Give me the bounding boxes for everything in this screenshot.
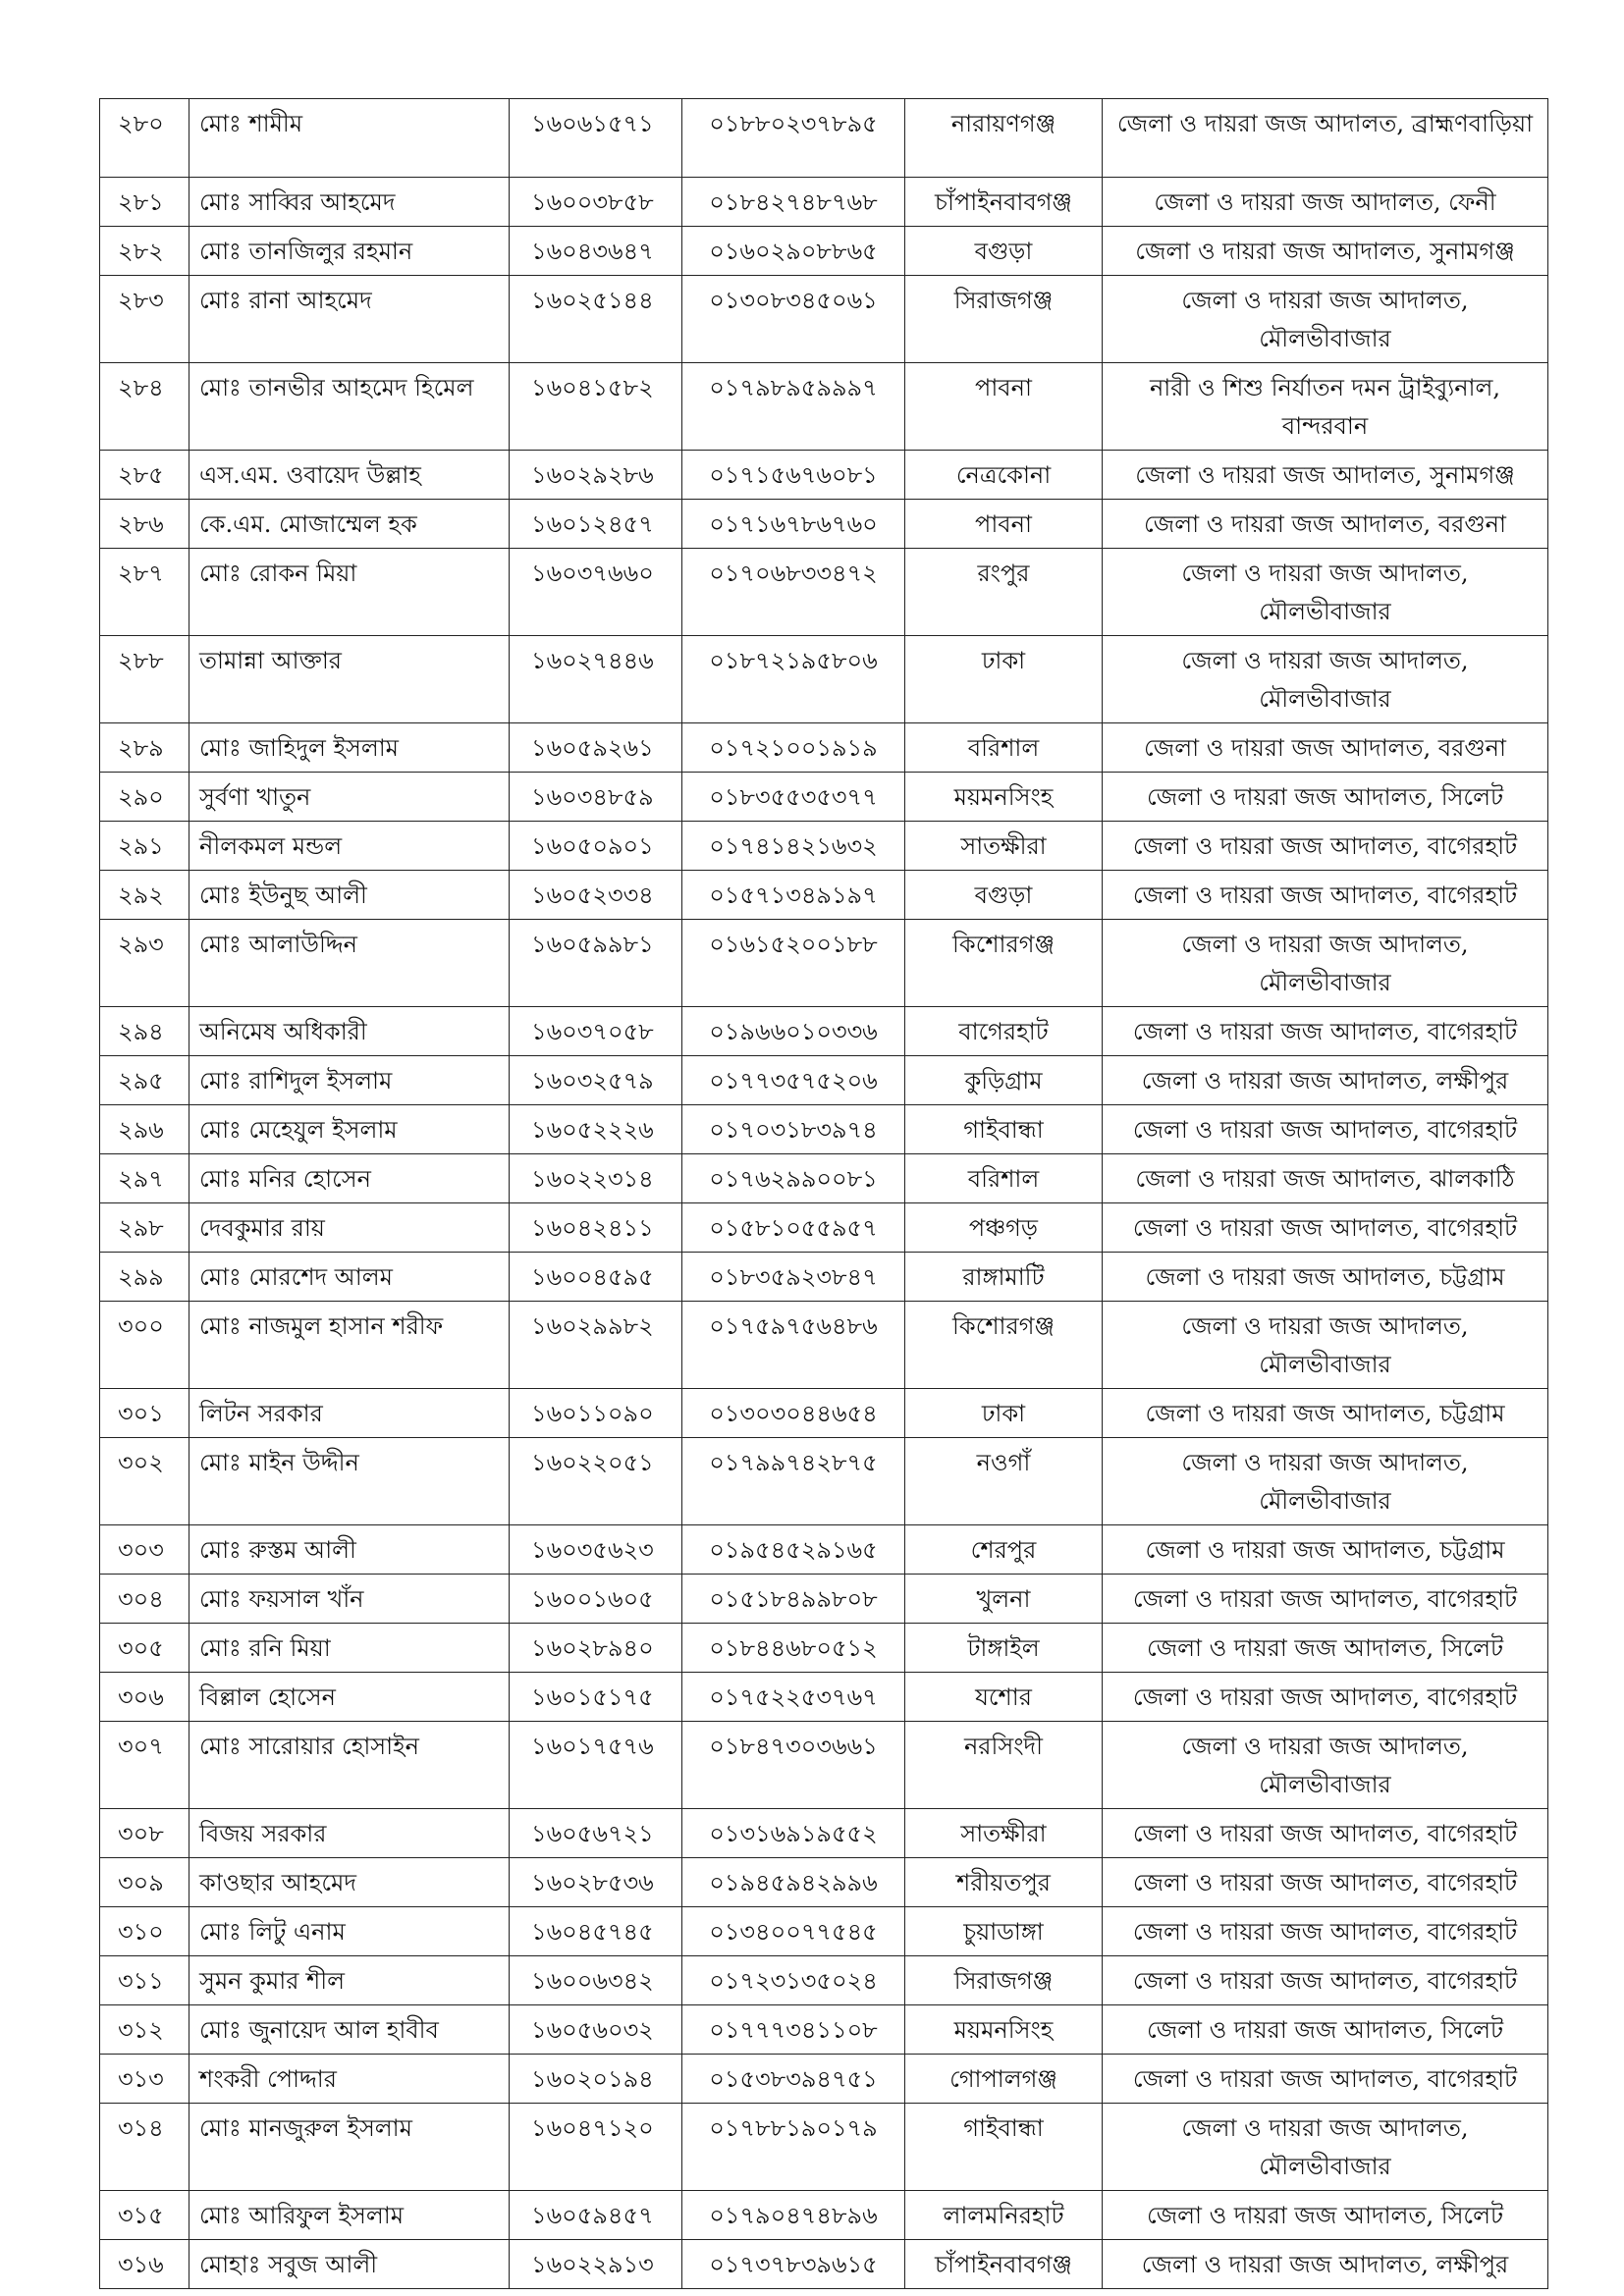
mobile-cell: ০১৭৮৮১৯০১৭৯	[682, 2104, 905, 2191]
mobile-cell: ০১৯৪৫৯৪২৯৯৬	[682, 1858, 905, 1907]
district-cell: শেরপুর	[905, 1525, 1103, 1575]
posting-cell: জেলা ও দায়রা জজ আদালত, ফেনী	[1103, 178, 1548, 227]
document-page	[99, 98, 1547, 2289]
name-cell: লিটন সরকার	[189, 1389, 510, 1438]
name-cell: মোঃ মেহেযুল ইসলাম	[189, 1105, 510, 1154]
mobile-cell: ০১৭০৬৮৩৩৪৭২	[682, 549, 905, 636]
district-cell: বগুড়া	[905, 227, 1103, 276]
id-cell: ১৬০০৪৫৯৫	[510, 1253, 682, 1302]
district-cell: বাগেরহাট	[905, 1007, 1103, 1056]
mobile-cell: ০১৮৭২১৯৫৮০৬	[682, 636, 905, 723]
id-cell: ১৬০৫০৯০১	[510, 822, 682, 871]
district-cell: কিশোরগঞ্জ	[905, 1302, 1103, 1389]
table-row	[100, 1722, 1548, 1809]
posting-cell: জেলা ও দায়রা জজ আদালত, মৌলভীবাজার	[1103, 920, 1548, 1007]
id-cell: ১৬০২৯২৮৬	[510, 451, 682, 500]
name-cell: মোঃ আলাউদ্দিন	[189, 920, 510, 1007]
id-cell: ১৬০২২৯১৩	[510, 2240, 682, 2289]
mobile-cell: ০১৫৩৮৩৯৪৭৫১	[682, 2055, 905, 2104]
serial-cell: ৩০২	[100, 1438, 189, 1525]
serial-cell: ৩১৬	[100, 2240, 189, 2289]
serial-cell: ২৯৭	[100, 1154, 189, 1203]
id-cell: ১৬০৫২২২৬	[510, 1105, 682, 1154]
mobile-cell: ০১৭৭৩৫৭৫২০৬	[682, 1056, 905, 1105]
name-cell: কাওছার আহমেদ	[189, 1858, 510, 1907]
table-row	[100, 549, 1548, 636]
posting-cell: জেলা ও দায়রা জজ আদালত, বাগেরহাট	[1103, 822, 1548, 871]
table-row	[100, 99, 1548, 178]
district-cell: নরসিংদী	[905, 1722, 1103, 1809]
name-cell: বিজয় সরকার	[189, 1809, 510, 1858]
mobile-cell: ০১৫১৮৪৯৯৮০৮	[682, 1575, 905, 1624]
mobile-cell: ০১৭৬২৯৯০০৮১	[682, 1154, 905, 1203]
serial-cell: ২৮৫	[100, 451, 189, 500]
mobile-cell: ০১৯৬৬০১০৩৩৬	[682, 1007, 905, 1056]
serial-cell: ২৮৩	[100, 276, 189, 363]
mobile-cell: ০১৩০৩০৪৪৬৫৪	[682, 1389, 905, 1438]
table-row	[100, 822, 1548, 871]
mobile-cell: ০১৭৯৮৯৫৯৯৯৭	[682, 363, 905, 451]
mobile-cell: ০১৮৪৪৬৮০৫১২	[682, 1624, 905, 1673]
serial-cell: ২৯৬	[100, 1105, 189, 1154]
id-cell: ১৬০৪২৪১১	[510, 1203, 682, 1253]
mobile-cell: ০১৬০২৯০৮৮৬৫	[682, 227, 905, 276]
posting-cell: জেলা ও দায়রা জজ আদালত, বাগেরহাট	[1103, 1007, 1548, 1056]
mobile-cell: ০১৭২৩১৩৫০২৪	[682, 1956, 905, 2005]
posting-cell: জেলা ও দায়রা জজ আদালত, ঝালকাঠি	[1103, 1154, 1548, 1203]
table-row	[100, 2055, 1548, 2104]
table-row	[100, 1007, 1548, 1056]
id-cell: ১৬০৫৯৯৮১	[510, 920, 682, 1007]
district-cell: গাইবান্ধা	[905, 1105, 1103, 1154]
name-cell: মোঃ শামীম	[189, 99, 510, 178]
name-cell: মোঃ মনির হোসেন	[189, 1154, 510, 1203]
serial-cell: ২৮৭	[100, 549, 189, 636]
table-row	[100, 1956, 1548, 2005]
serial-cell: ৩১১	[100, 1956, 189, 2005]
posting-cell: জেলা ও দায়রা জজ আদালত, লক্ষীপুর	[1103, 1056, 1548, 1105]
name-cell: মোঃ রনি মিয়া	[189, 1624, 510, 1673]
table-row	[100, 1154, 1548, 1203]
mobile-cell: ০১৮৩৫৫৩৫৩৭৭	[682, 773, 905, 822]
district-cell: সিরাজগঞ্জ	[905, 1956, 1103, 2005]
table-body	[100, 99, 1548, 2289]
district-cell: বগুড়া	[905, 871, 1103, 920]
posting-cell: জেলা ও দায়রা জজ আদালত, বাগেরহাট	[1103, 1203, 1548, 1253]
district-cell: টাঙ্গাইল	[905, 1624, 1103, 1673]
id-cell: ১৬০১১০৯০	[510, 1389, 682, 1438]
serial-cell: ২৯৩	[100, 920, 189, 1007]
mobile-cell: ০১৭৯৯৭৪২৮৭৫	[682, 1438, 905, 1525]
name-cell: শংকরী পোদ্দার	[189, 2055, 510, 2104]
posting-cell: জেলা ও দায়রা জজ আদালত, সুনামগঞ্জ	[1103, 451, 1548, 500]
name-cell: মোঃ রোকন মিয়া	[189, 549, 510, 636]
posting-cell: জেলা ও দায়রা জজ আদালত, বাগেরহাট	[1103, 2055, 1548, 2104]
id-cell: ১৬০০৩৮৫৮	[510, 178, 682, 227]
id-cell: ১৬০০৬৩৪২	[510, 1956, 682, 2005]
name-cell: মোঃ সাব্বির আহমেদ	[189, 178, 510, 227]
name-cell: মোঃ আরিফুল ইসলাম	[189, 2191, 510, 2240]
serial-cell: ২৯৯	[100, 1253, 189, 1302]
id-cell: ১৬০০১৬০৫	[510, 1575, 682, 1624]
name-cell: বিল্লাল হোসেন	[189, 1673, 510, 1722]
district-cell: ঢাকা	[905, 1389, 1103, 1438]
district-cell: চাঁপাইনবাবগঞ্জ	[905, 2240, 1103, 2289]
district-cell: পাবনা	[905, 500, 1103, 549]
posting-cell: জেলা ও দায়রা জজ আদালত, মৌলভীবাজার	[1103, 1438, 1548, 1525]
mobile-cell: ০১৭৫৯৭৫৬৪৮৬	[682, 1302, 905, 1389]
posting-cell: জেলা ও দায়রা জজ আদালত, সিলেট	[1103, 2191, 1548, 2240]
serial-cell: ৩১৫	[100, 2191, 189, 2240]
id-cell: ১৬০৩২৫৭৯	[510, 1056, 682, 1105]
name-cell: মোঃ জাহিদুল ইসলাম	[189, 723, 510, 773]
table-row	[100, 1253, 1548, 1302]
id-cell: ১৬০২২০৫১	[510, 1438, 682, 1525]
posting-cell: জেলা ও দায়রা জজ আদালত, বাগেরহাট	[1103, 1907, 1548, 1956]
name-cell: মোঃ মাইন উদ্দীন	[189, 1438, 510, 1525]
id-cell: ১৬০২৫১৪৪	[510, 276, 682, 363]
serial-cell: ২৯২	[100, 871, 189, 920]
table-row	[100, 1809, 1548, 1858]
serial-cell: ৩১২	[100, 2005, 189, 2055]
posting-cell: জেলা ও দায়রা জজ আদালত, মৌলভীবাজার	[1103, 636, 1548, 723]
district-cell: গাইবান্ধা	[905, 2104, 1103, 2191]
posting-cell: জেলা ও দায়রা জজ আদালত, লক্ষীপুর	[1103, 2240, 1548, 2289]
table-row	[100, 1673, 1548, 1722]
district-cell: গোপালগঞ্জ	[905, 2055, 1103, 2104]
posting-cell: জেলা ও দায়রা জজ আদালত, ব্রাহ্মণবাড়িয়া	[1103, 99, 1548, 178]
name-cell: এস.এম. ওবায়েদ উল্লাহ	[189, 451, 510, 500]
id-cell: ১৬০৫৬৭২১	[510, 1809, 682, 1858]
name-cell: মোঃ লিটু এনাম	[189, 1907, 510, 1956]
id-cell: ১৬০৫২৩৩৪	[510, 871, 682, 920]
table-row	[100, 276, 1548, 363]
district-cell: লালমনিরহাট	[905, 2191, 1103, 2240]
district-cell: সাতক্ষীরা	[905, 822, 1103, 871]
table-row	[100, 1105, 1548, 1154]
district-cell: কিশোরগঞ্জ	[905, 920, 1103, 1007]
name-cell: মোঃ মোরশেদ আলম	[189, 1253, 510, 1302]
serial-cell: ২৮২	[100, 227, 189, 276]
posting-cell: জেলা ও দায়রা জজ আদালত, মৌলভীবাজার	[1103, 549, 1548, 636]
mobile-cell: ০১৭৯০৪৭৪৮৯৬	[682, 2191, 905, 2240]
mobile-cell: ০১৭২১০০১৯১৯	[682, 723, 905, 773]
id-cell: ১৬০৪৭১২০	[510, 2104, 682, 2191]
table-row	[100, 1575, 1548, 1624]
posting-cell: জেলা ও দায়রা জজ আদালত, বরগুনা	[1103, 500, 1548, 549]
id-cell: ১৬০৪১৫৮২	[510, 363, 682, 451]
district-cell: বরিশাল	[905, 1154, 1103, 1203]
serial-cell: ৩০৮	[100, 1809, 189, 1858]
district-cell: ময়মনসিংহ	[905, 2005, 1103, 2055]
mobile-cell: ০১৬১৫২০০১৮৮	[682, 920, 905, 1007]
posting-cell: জেলা ও দায়রা জজ আদালত, বাগেরহাট	[1103, 871, 1548, 920]
district-cell: ঢাকা	[905, 636, 1103, 723]
table-row	[100, 773, 1548, 822]
serial-cell: ২৯০	[100, 773, 189, 822]
posting-cell: জেলা ও দায়রা জজ আদালত, সিলেট	[1103, 773, 1548, 822]
mobile-cell: ০১৭১৬৭৮৬৭৬০	[682, 500, 905, 549]
candidate-table	[99, 98, 1548, 2289]
serial-cell: ২৯১	[100, 822, 189, 871]
mobile-cell: ০১৭৫২২৫৩৭৬৭	[682, 1673, 905, 1722]
table-row	[100, 1302, 1548, 1389]
posting-cell: জেলা ও দায়রা জজ আদালত, মৌলভীবাজার	[1103, 1302, 1548, 1389]
posting-cell: জেলা ও দায়রা জজ আদালত, বাগেরহাট	[1103, 1575, 1548, 1624]
id-cell: ১৬০৩৭৬৬০	[510, 549, 682, 636]
id-cell: ১৬০৫৬০৩২	[510, 2005, 682, 2055]
table-row	[100, 1858, 1548, 1907]
mobile-cell: ০১৮৩৫৯২৩৮৪৭	[682, 1253, 905, 1302]
name-cell: কে.এম. মোজাম্মেল হক	[189, 500, 510, 549]
district-cell: সিরাজগঞ্জ	[905, 276, 1103, 363]
serial-cell: ৩০১	[100, 1389, 189, 1438]
district-cell: চাঁপাইনবাবগঞ্জ	[905, 178, 1103, 227]
district-cell: পাবনা	[905, 363, 1103, 451]
id-cell: ১৬০৫৯২৬১	[510, 723, 682, 773]
serial-cell: ৩০০	[100, 1302, 189, 1389]
posting-cell: জেলা ও দায়রা জজ আদালত, সুনামগঞ্জ	[1103, 227, 1548, 276]
name-cell: মোঃ তানজিলুর রহমান	[189, 227, 510, 276]
district-cell: ময়মনসিংহ	[905, 773, 1103, 822]
table-row	[100, 227, 1548, 276]
name-cell: মোঃ ফয়সাল খাঁন	[189, 1575, 510, 1624]
name-cell: মোঃ রাশিদুল ইসলাম	[189, 1056, 510, 1105]
posting-cell: জেলা ও দায়রা জজ আদালত, মৌলভীবাজার	[1103, 1722, 1548, 1809]
id-cell: ১৬০২০১৯৪	[510, 2055, 682, 2104]
name-cell: মোঃ তানভীর আহমেদ হিমেল	[189, 363, 510, 451]
posting-cell: জেলা ও দায়রা জজ আদালত, চট্টগ্রাম	[1103, 1525, 1548, 1575]
mobile-cell: ০১৭৭৭৩৪১১০৮	[682, 2005, 905, 2055]
serial-cell: ২৮০	[100, 99, 189, 178]
name-cell: নীলকমল মন্ডল	[189, 822, 510, 871]
mobile-cell: ০১৫৭১৩৪৯১৯৭	[682, 871, 905, 920]
table-row	[100, 1056, 1548, 1105]
name-cell: মোঃ ইউনুছ আলী	[189, 871, 510, 920]
table-row	[100, 1389, 1548, 1438]
name-cell: অনিমেষ অধিকারী	[189, 1007, 510, 1056]
id-cell: ১৬০৪৫৭৪৫	[510, 1907, 682, 1956]
id-cell: ১৬০২৮৫৩৬	[510, 1858, 682, 1907]
posting-cell: জেলা ও দায়রা জজ আদালত, চট্টগ্রাম	[1103, 1389, 1548, 1438]
id-cell: ১৬০৩৫৬২৩	[510, 1525, 682, 1575]
serial-cell: ৩০৫	[100, 1624, 189, 1673]
mobile-cell: ০১৮৮০২৩৭৮৯৫	[682, 99, 905, 178]
name-cell: মোহাঃ সবুজ আলী	[189, 2240, 510, 2289]
posting-cell: জেলা ও দায়রা জজ আদালত, বাগেরহাট	[1103, 1858, 1548, 1907]
mobile-cell: ০১৩০৮৩৪৫০৬১	[682, 276, 905, 363]
name-cell: মোঃ সারোয়ার হোসাইন	[189, 1722, 510, 1809]
table-row	[100, 1907, 1548, 1956]
serial-cell: ৩০৭	[100, 1722, 189, 1809]
serial-cell: ৩০৩	[100, 1525, 189, 1575]
mobile-cell: ০১৮৪৭৩০৩৬৬১	[682, 1722, 905, 1809]
table-row	[100, 2240, 1548, 2289]
serial-cell: ৩১৪	[100, 2104, 189, 2191]
serial-cell: ২৮৪	[100, 363, 189, 451]
id-cell: ১৬০১৭৫৭৬	[510, 1722, 682, 1809]
table-row	[100, 871, 1548, 920]
posting-cell: জেলা ও দায়রা জজ আদালত, সিলেট	[1103, 2005, 1548, 2055]
posting-cell: জেলা ও দায়রা জজ আদালত, চট্টগ্রাম	[1103, 1253, 1548, 1302]
table-row	[100, 723, 1548, 773]
table-row	[100, 1438, 1548, 1525]
name-cell: মোঃ মানজুরুল ইসলাম	[189, 2104, 510, 2191]
table-row	[100, 1624, 1548, 1673]
name-cell: দেবকুমার রায়	[189, 1203, 510, 1253]
table-row	[100, 920, 1548, 1007]
district-cell: নেত্রকোনা	[905, 451, 1103, 500]
district-cell: রাঙ্গামাটি	[905, 1253, 1103, 1302]
table-row	[100, 2191, 1548, 2240]
id-cell: ১৬০৬১৫৭১	[510, 99, 682, 178]
table-row	[100, 636, 1548, 723]
posting-cell: জেলা ও দায়রা জজ আদালত, বাগেরহাট	[1103, 1809, 1548, 1858]
table-row	[100, 178, 1548, 227]
serial-cell: ২৯৫	[100, 1056, 189, 1105]
id-cell: ১৬০৫৯৪৫৭	[510, 2191, 682, 2240]
posting-cell: জেলা ও দায়রা জজ আদালত, বাগেরহাট	[1103, 1105, 1548, 1154]
posting-cell: জেলা ও দায়রা জজ আদালত, বরগুনা	[1103, 723, 1548, 773]
posting-cell: জেলা ও দায়রা জজ আদালত, বাগেরহাট	[1103, 1956, 1548, 2005]
district-cell: যশোর	[905, 1673, 1103, 1722]
district-cell: নারায়ণগঞ্জ	[905, 99, 1103, 178]
name-cell: তামান্না আক্তার	[189, 636, 510, 723]
serial-cell: ২৯৮	[100, 1203, 189, 1253]
name-cell: মোঃ জুনায়েদ আল হাবীব	[189, 2005, 510, 2055]
serial-cell: ২৯৪	[100, 1007, 189, 1056]
name-cell: মোঃ নাজমুল হাসান শরীফ	[189, 1302, 510, 1389]
mobile-cell: ০১৭১৫৬৭৬০৮১	[682, 451, 905, 500]
district-cell: নওগাঁ	[905, 1438, 1103, 1525]
district-cell: রংপুর	[905, 549, 1103, 636]
id-cell: ১৬০১২৪৫৭	[510, 500, 682, 549]
serial-cell: ২৮৯	[100, 723, 189, 773]
district-cell: শরীয়তপুর	[905, 1858, 1103, 1907]
posting-cell: জেলা ও দায়রা জজ আদালত, বাগেরহাট	[1103, 1673, 1548, 1722]
district-cell: খুলনা	[905, 1575, 1103, 1624]
table-row	[100, 2005, 1548, 2055]
id-cell: ১৬০৩৭০৫৮	[510, 1007, 682, 1056]
mobile-cell: ০১৫৮১০৫৫৯৫৭	[682, 1203, 905, 1253]
table-row	[100, 363, 1548, 451]
district-cell: চুয়াডাঙ্গা	[905, 1907, 1103, 1956]
name-cell: মোঃ রুস্তম আলী	[189, 1525, 510, 1575]
posting-cell: জেলা ও দায়রা জজ আদালত, সিলেট	[1103, 1624, 1548, 1673]
id-cell: ১৬০১৫১৭৫	[510, 1673, 682, 1722]
table-row	[100, 2104, 1548, 2191]
district-cell: বরিশাল	[905, 723, 1103, 773]
posting-cell: নারী ও শিশু নির্যাতন দমন ট্রাইব্যুনাল, বান্দরবান	[1103, 363, 1548, 451]
serial-cell: ৩০৯	[100, 1858, 189, 1907]
mobile-cell: ০১৩৪০০৭৭৫৪৫	[682, 1907, 905, 1956]
district-cell: সাতক্ষীরা	[905, 1809, 1103, 1858]
serial-cell: ৩০৪	[100, 1575, 189, 1624]
id-cell: ১৬০২৭৪৪৬	[510, 636, 682, 723]
serial-cell: ৩১৩	[100, 2055, 189, 2104]
id-cell: ১৬০২২৩১৪	[510, 1154, 682, 1203]
table-row	[100, 500, 1548, 549]
mobile-cell: ০১৩১৬৯১৯৫৫২	[682, 1809, 905, 1858]
mobile-cell: ০১৮৪২৭৪৮৭৬৮	[682, 178, 905, 227]
serial-cell: ২৮১	[100, 178, 189, 227]
id-cell: ১৬০৩৪৮৫৯	[510, 773, 682, 822]
district-cell: পঞ্চগড়	[905, 1203, 1103, 1253]
table-row	[100, 1525, 1548, 1575]
posting-cell: জেলা ও দায়রা জজ আদালত, মৌলভীবাজার	[1103, 2104, 1548, 2191]
name-cell: সুর্বণা খাতুন	[189, 773, 510, 822]
name-cell: মোঃ রানা আহমেদ	[189, 276, 510, 363]
name-cell: সুমন কুমার শীল	[189, 1956, 510, 2005]
mobile-cell: ০১৭৪১৪২১৬৩২	[682, 822, 905, 871]
posting-cell: জেলা ও দায়রা জজ আদালত, মৌলভীবাজার	[1103, 276, 1548, 363]
id-cell: ১৬০২৯৯৮২	[510, 1302, 682, 1389]
serial-cell: ৩১০	[100, 1907, 189, 1956]
mobile-cell: ০১৭০৩১৮৩৯৭৪	[682, 1105, 905, 1154]
id-cell: ১৬০২৮৯৪০	[510, 1624, 682, 1673]
serial-cell: ৩০৬	[100, 1673, 189, 1722]
id-cell: ১৬০৪৩৬৪৭	[510, 227, 682, 276]
table-row	[100, 1203, 1548, 1253]
mobile-cell: ০১৯৫৪৫২৯১৬৫	[682, 1525, 905, 1575]
table-row	[100, 451, 1548, 500]
mobile-cell: ০১৭৩৭৮৩৯৬১৫	[682, 2240, 905, 2289]
serial-cell: ২৮৬	[100, 500, 189, 549]
district-cell: কুড়িগ্রাম	[905, 1056, 1103, 1105]
serial-cell: ২৮৮	[100, 636, 189, 723]
